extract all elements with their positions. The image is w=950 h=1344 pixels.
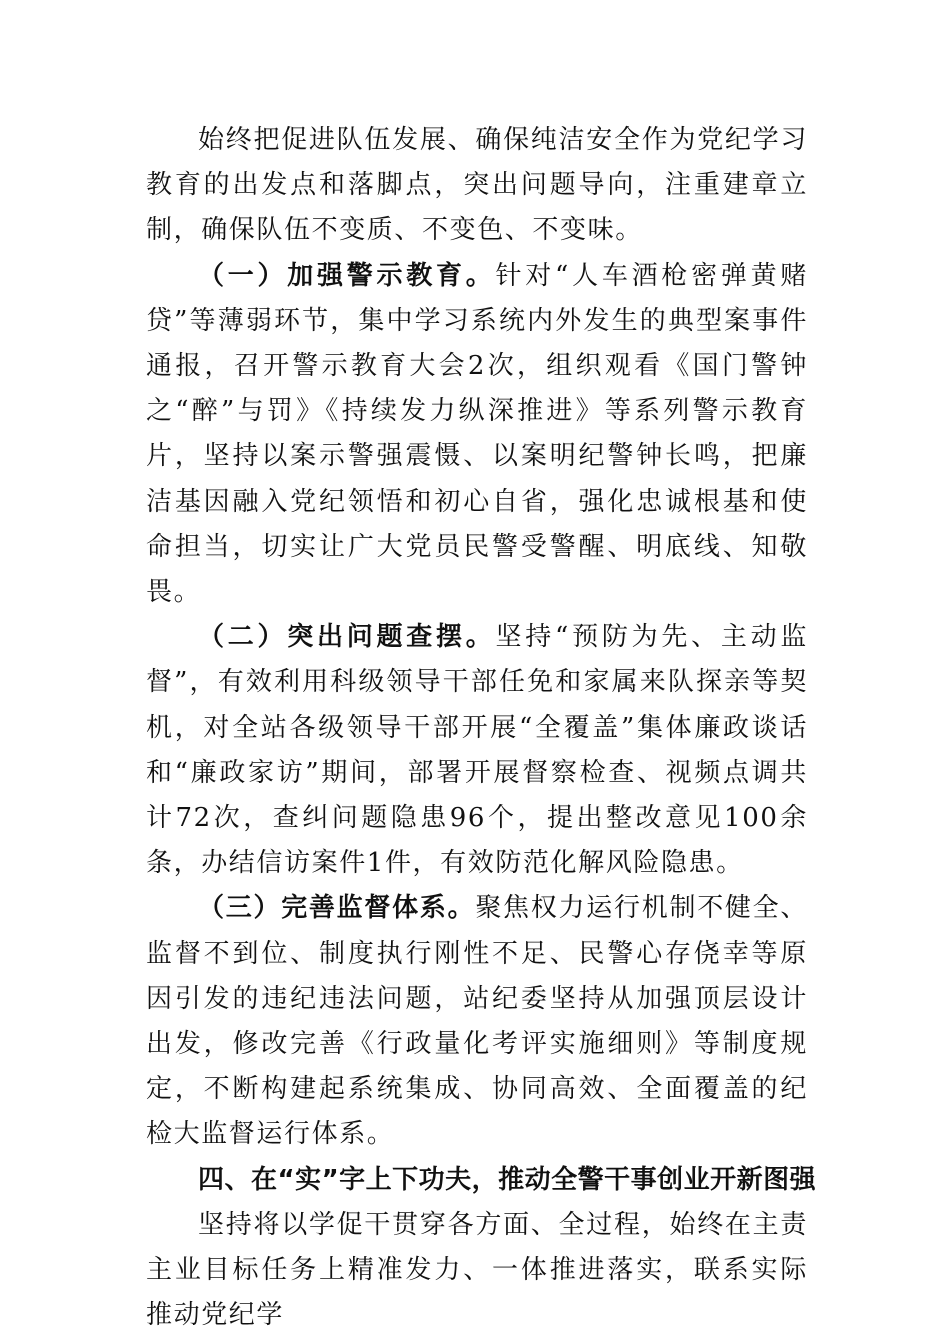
paragraph-lead-problem-check: （二）突出问题查摆。 (198, 622, 496, 653)
paragraph-warning-education-text: 针对“人车酒枪密弹黄赌贷”等薄弱环节，集中学习系统内外发生的典型案事件通报，召开警示教育大会2次，组织观看《国门警钟之“醉”与罚》《持续发力纵深推进》等系列警示教育片，坚持以案示警强震慑、以案明纪警钟长鸣，把廉洁基因融入党纪领悟和初心自省，强化忠诚根基和使命担当，切实让广大党员民警受警醒、明底线、知敬畏。 (146, 260, 808, 608)
paragraph-supervision-system-text: 聚焦权力运行机制不健全、监督不到位、制度执行刚性不足、民警心存侥幸等原因引发的违纪违法问题，站纪委坚持从加强顶层设计出发，修改完善《行政量化考评实施细则》等制度规定，不断构建起系统集成、协同高效、全面覆盖的纪检大监督运行体系。 (146, 893, 808, 1150)
paragraph-supervision-system (146, 886, 808, 1157)
paragraph-lead-warning-education: （一）加强警示教育。 (198, 260, 496, 291)
paragraph-problem-check-text: 坚持“预防为先、主动监督”，有效利用科级领导干部任免和家属来队探亲等契机，对全站各级领导干部开展“全覆盖”集体廉政谈话和“廉政家访”期间，部署开展督察检查、视频点调共计72次，查纠问题隐患96个，提出整改意见100余条，办结信访案件1件，有效防范化解风险隐患。 (146, 622, 809, 879)
paragraph-lead-supervision-system: （三）完善监督体系。 (198, 893, 476, 924)
paragraph-problem-check (146, 615, 808, 886)
paragraph-intro (146, 118, 808, 254)
paragraph-warning-education (146, 254, 808, 616)
paragraph-closing (146, 1203, 808, 1339)
paragraph-closing-text: 坚持将以学促干贯穿各方面、全过程，始终在主责主业目标任务上精准发力、一体推进落实，联系实际推动党纪学 (146, 1209, 808, 1331)
document-body (146, 118, 817, 1338)
section-heading-four: 四、在“实”字上下功夫，推动全警干事创业开新图强 (198, 1164, 817, 1195)
paragraph-intro-text: 始终把促进队伍发展、确保纯洁安全作为党纪学习教育的出发点和落脚点，突出问题导向，注重建章立制，确保队伍不变质、不变色、不变味。 (146, 125, 808, 246)
